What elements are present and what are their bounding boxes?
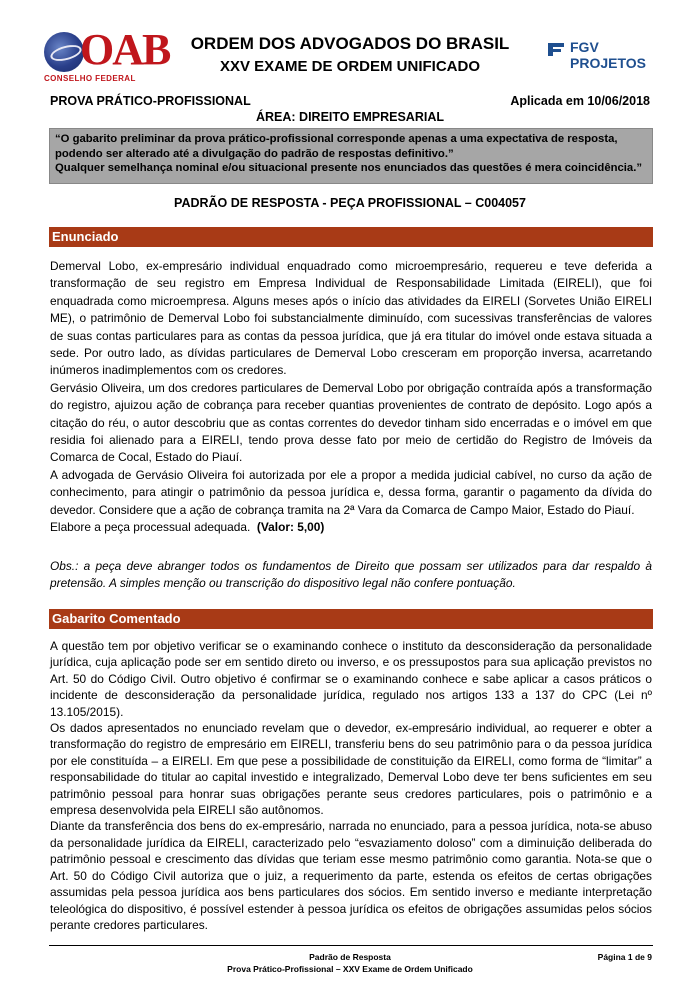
notice-box [49, 128, 653, 184]
section-heading-enunciado: Enunciado [49, 227, 653, 247]
enunciado-instruction: Elabore a peça processual adequada. [50, 520, 251, 535]
enunciado-paragraph-3: A advogada de Gervásio Oliveira foi autorizada por ele a propor a medida judicial cabível, no curso da ação de conhecimento, para atingir o patrimônio da pessoa jurídica e, dessa forma, garantir o pagamento da dívida do devedor. Considere que a ação de cobrança tramita na 2ª Vara da Comarca de Campo Maior, Estado do Piauí. [50, 467, 652, 517]
gabarito-text [50, 638, 652, 933]
page-number: Página 1 de 9 [597, 952, 652, 962]
obs-note: Obs.: a peça deve abranger todos os fundamentos de Direito que possam ser utilizados para dar respaldo à pretensão. A simples menção ou transcrição do dispositivo legal não confere pontuação. [50, 559, 652, 591]
area-label: ÁREA: DIREITO EMPRESARIAL [256, 110, 444, 124]
enunciado-text [50, 258, 652, 537]
page-subtitle: XXV EXAME DE ORDEM UNIFICADO [219, 58, 481, 75]
enunciado-paragraph-2: Gervásio Oliveira, um dos credores particulares de Demerval Lobo por obrigação contraída após a transformação do registro, ajuizou ação de cobrança para receber quantias provenientes de contrato de depósito. Logo após a citação do réu, o autor descobriu que as contas correntes do devedor tinham sido encerradas e o imóvel em que residia foi alienado para a EIRELI, tendo prova desse fato por meio de certidão do Registro de Imóveis da Comarca de Cocal, Estado do Piauí. [50, 380, 652, 465]
fgv-logo-text: FGV PROJETOS [570, 39, 646, 71]
oab-logo-letters: OAB [80, 25, 170, 74]
gabarito-paragraph-2: Os dados apresentados no enunciado revelam que o devedor, ex-empresário individual, ao requerer e obter a transformação do registro de empresário em EIRELI, transferiu bens do seu patrimônio para o da pessoa jurídica por ele constituída – a EIRELI. Em que pese a possibilidade de constituição da EIRELI, como forma de “limitar” a responsabilidade do titular ao capital investido e integralizado, Demerval Lobo deve ter bens suficientes em seu patrimônio pessoal para honrar suas obrigações perante seus credores particulares, pois o patrimônio e a empresa desenvolvida pela EIRELI são autônomos. [50, 721, 652, 818]
footer-title: Padrão de Resposta [309, 952, 391, 962]
gabarito-paragraph-1: A questão tem por objetivo verificar se o examinando conhece o instituto da desconsideração da personalidade jurídica, cuja aplicação pode ser em sentido direto ou inverso, e os pressupostos para sua aplicação previstos no Art. 50 do Código Civil. Outro objetivo é confirmar se o examinando conhece e sabe aplicar a casos práticos o incidente de desconsideração da personalidade jurídica, regulado nos artigos 133 a 137 do CPC (Lei nº 13.105/2015). [50, 639, 652, 719]
page-title: ORDEM DOS ADVOGADOS DO BRASIL [190, 34, 510, 53]
footer-subtitle: Prova Prático-Profissional – XXV Exame de Ordem Unificado [227, 964, 473, 974]
aplicada-date: Aplicada em 10/06/2018 [510, 94, 650, 108]
gabarito-paragraph-3: Diante da transferência dos bens do ex-empresário, narrada no enunciado, para a pessoa jurídica, nota-se abuso da personalidade jurídica da EIRELI, caracterizado pelo “esvaziamento doloso” com a diminuição deliberada do patrimônio pessoal e crescimento das dívidas que teriam esse mesmo patrimônio como garantia. Nota-se que o Art. 50 do Código Civil autoriza que o juiz, a requerimento da parte, estenda os efeitos de certas obrigações assumidas pela pessoa jurídica aos bens particulares dos sócios. Em sentido inverso e mediante interpretação teleológica do dispositivo, é possível estender à pessoa jurídica os efeitos de obrigações assumidas pelos sócios perante credores particulares. [50, 819, 652, 932]
fgv-logo [548, 38, 678, 71]
enunciado-paragraph-4 [50, 519, 652, 536]
fgv-mark-icon [548, 41, 564, 57]
footer-divider [49, 945, 653, 946]
section-heading-gabarito: Gabarito Comentado [49, 609, 653, 629]
valor-label: (Valor: 5,00) [256, 520, 325, 535]
oab-logo-subtitle: CONSELHO FEDERAL [44, 74, 136, 83]
notice-line-1: “O gabarito preliminar da prova prático-profissional corresponde apenas a uma expectativa de resposta, podendo ser alterado até a divulgação do padrão de respostas definitivo.” [55, 133, 618, 160]
prova-label: PROVA PRÁTICO-PROFISSIONAL [50, 94, 251, 108]
notice-line-2: Qualquer semelhança nominal e/ou situacional presente nos enunciados das questões é mera coincidência.” [55, 162, 642, 174]
enunciado-paragraph-1: Demerval Lobo, ex-empresário individual enquadrado como microempresário, requereu e teve deferida a transformação de seu registro em Empresa Individual de Responsabilidade Limitada (EIRELI), que foi enquadrada como microempresa. Alguns meses após o início das atividades da EIRELI (Sorvetes União EIRELI ME), o patrimônio de Demerval Lobo foi substancialmente diminuído, com sucessivas transferências de valores de suas contas particulares para as contas da pessoa jurídica, que já era titular do imóvel onde estava situada a sede. Por outro lado, as dívidas particulares de Demerval Lobo cresceram em proporção inversa, acarretando inúmeros inadimplementos com os credores. [50, 259, 652, 378]
padrao-title: PADRÃO DE RESPOSTA - PEÇA PROFISSIONAL – C004057 [174, 196, 526, 210]
